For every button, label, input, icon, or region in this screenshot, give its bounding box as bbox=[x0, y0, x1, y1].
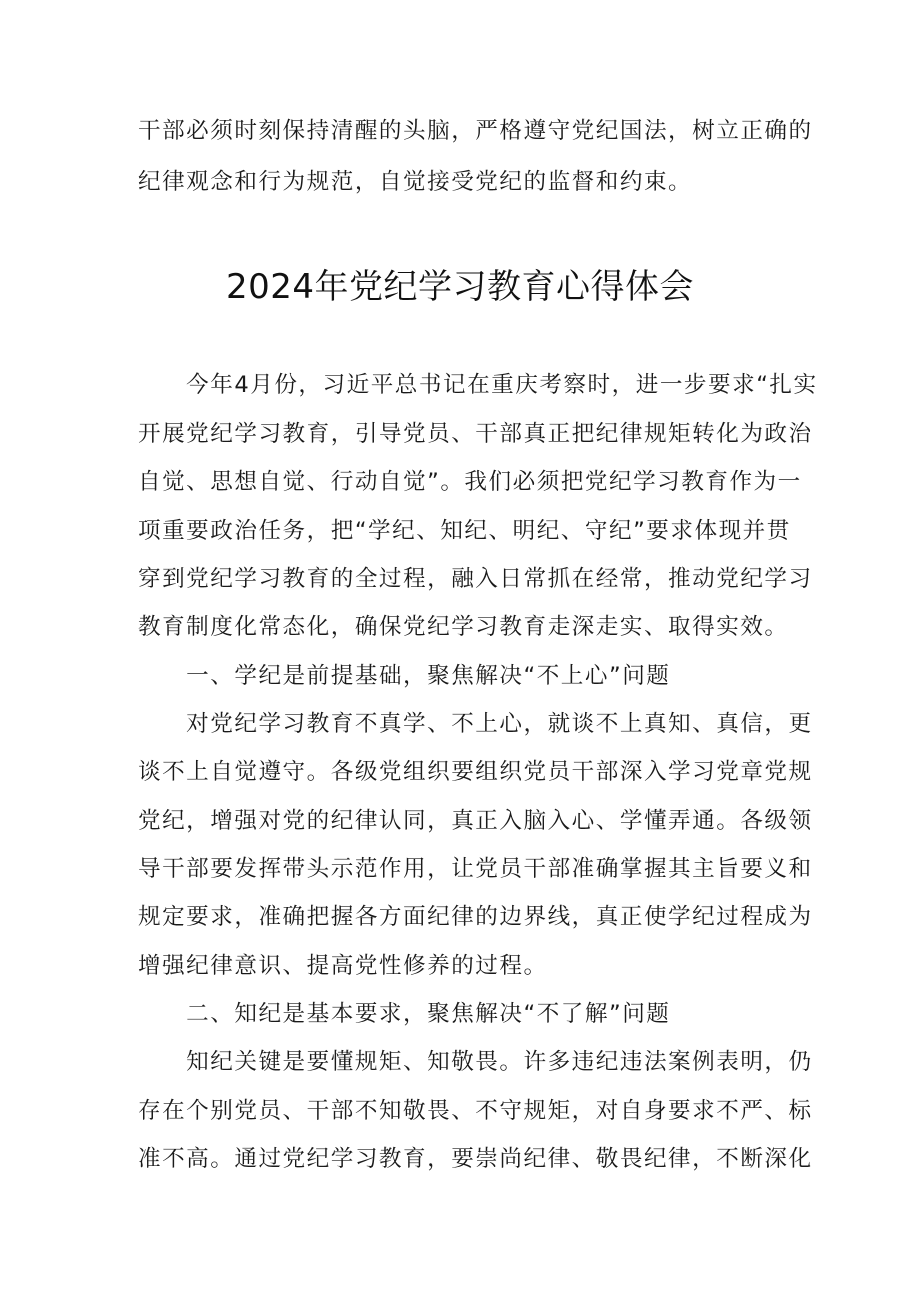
paragraph-line: 党纪，增强对党的纪律认同，真正入脑入心、学懂弄通。各级领 bbox=[138, 808, 813, 834]
text-line: 干部必须时刻保持清醒的头脑，严格遵守党纪国法，树立正确的 bbox=[138, 118, 813, 144]
paragraph-line: 项重要政治任务，把“学纪、知纪、明纪、守纪”要求体现并贯 bbox=[138, 518, 791, 544]
section-heading-2: 二、知纪是基本要求，聚焦解决“不了解”问题 bbox=[138, 1001, 671, 1027]
paragraph-line: 今年4月份，习近平总书记在重庆考察时，进一步要求“扎实 bbox=[138, 372, 818, 398]
paragraph-line: 规定要求，准确把握各方面纪律的边界线，真正使学纪过程成为 bbox=[138, 904, 813, 930]
paragraph-line: 自觉、思想自觉、行动自觉”。我们必须把党纪学习教育作为一 bbox=[138, 469, 802, 495]
text-line: 纪律观念和行为规范，自觉接受党纪的监督和约束。 bbox=[138, 169, 693, 195]
section-heading-1: 一、学纪是前提基础，聚焦解决“不上心”问题 bbox=[138, 663, 671, 689]
paragraph-line: 谈不上自觉遵守。各级党组织要组织党员干部深入学习党章党规 bbox=[138, 759, 813, 785]
paragraph-line: 穿到党纪学习教育的全过程，融入日常抓在经常，推动党纪学习 bbox=[138, 566, 813, 592]
paragraph-line: 教育制度化常态化，确保党纪学习教育走深走实、取得实效。 bbox=[138, 614, 789, 640]
paragraph-line: 存在个别党员、干部不知敬畏、不守规矩，对自身要求不严、标 bbox=[138, 1098, 813, 1124]
paragraph-line: 对党纪学习教育不真学、不上心，就谈不上真知、真信，更 bbox=[138, 711, 813, 737]
paragraph-line: 增强纪律意识、提高党性修养的过程。 bbox=[138, 953, 548, 979]
paragraph-line: 开展党纪学习教育，引导党员、干部真正把纪律规矩转化为政治 bbox=[138, 421, 813, 447]
paragraph-line: 知纪关键是要懂规矩、知敬畏。许多违纪违法案例表明，仍 bbox=[138, 1049, 813, 1075]
paragraph-line: 准不高。通过党纪学习教育，要崇尚纪律、敬畏纪律，不断深化 bbox=[138, 1146, 813, 1172]
paragraph-line: 导干部要发挥带头示范作用，让党员干部准确掌握其主旨要义和 bbox=[138, 856, 813, 882]
document-title: 2024年党纪学习教育心得体会 bbox=[225, 267, 695, 307]
